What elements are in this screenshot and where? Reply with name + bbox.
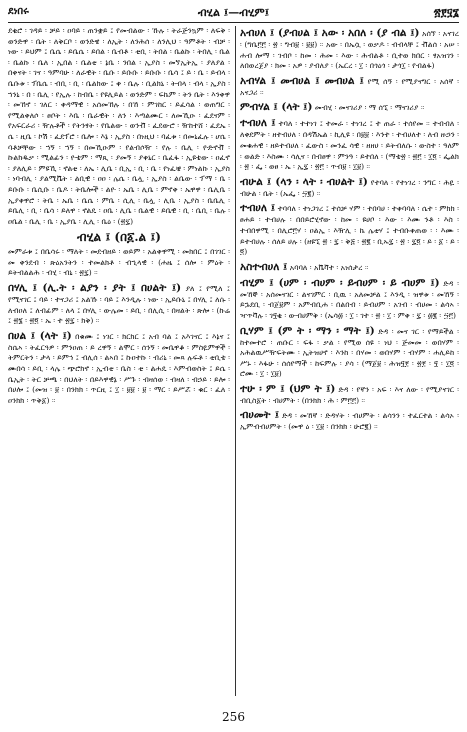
entry-text: መምራቱ ፤ በቤሳሩ ፡ ማለት ፡ መደብዘይ ፡ ወይም ፡ አልቀዋሚ ፡ መክበር ፤ በገገር ፡ መ ቀንደብ ፡ ጽዕአንትን ፡ ተመልክቶ ፡ ብኂላዊ ፡ (ሐዜ ፤ ሰሎ ፡ ምዕት ፡ ይትብልልሕ ፡ ብሂ ፡ ብኒ ፡ ፳፯) ። [8,247,230,278]
entry-text: ድዳ ፡ መኸኞ ፡ አሰመናገር ፡ ልናገምር ፡ ቢዉ ፡ አለመቻል ፤ እንዲ ፡ ዝዋቱ ፡ መኸኝ ፡ ይኌደቢ ፡ ብጀ፱ም ፡ አምብቢሐ ፡ በልበብ ፡ ይብሀም ፡ አገብ ፡ ብሀመ ፡ ልሳኣ ፡ ዣጥቫሉ ፡ ገ፶ቂ ፡ ውብሀምቅ ፡ (ኤሳ፴ ፡ ፲ ፡ ገተ ፡ ፳ ፡ ፲ ፡ ምቀ ፡ ፯ ፡ ፴፪ ፡ ፵፫) [240,278,459,320]
entry-text: የሚ ሰኝ ፡ የሚያናግር ፡ አሰኛ ፡ አናጋሪ ። [240,76,459,97]
entry-headword: አብሀለ ፤ (ያብሀል ፤ አው ፡ አበለ ፡ (ያ ብል ፤) [240,27,420,39]
entry-headword: ብሁል ፤ (ላን ፡ ላት ፡ ብሀልት ፤) [240,175,368,188]
entry-headword: ብሀመት ፤ [240,409,280,422]
dictionary-entry [240,276,459,322]
dictionary-entry [8,329,230,407]
entry-text: ድዳ ፡ መኸኛ ፡ ድዳሃት ፡ ብሀምት ፡ ልሳንን ፡ ተፈርተል ፡ ልሳኦ ፡ ኢምብብሀምት ፡ (መዋ ዕ ፡ ፲፱ ፡ በንክክ ፡ ሁሮ፪) ። [240,411,459,432]
dictionary-entry [240,175,459,200]
dictionary-entry [8,229,230,279]
dictionary-entry [240,116,459,172]
column-divider [235,26,236,696]
entry-text: ተባባለ ፡ ተነጋገረ ፤ ተሰቻ ሃም ፡ ተበባሀ ፡ ተቀባባለ ፡ ሴተ ፡ ምክክ ፡ ፀሐይ ፡ ተብሀሉ ፡ በበይሮሂኖው ፡ ከመ ፡ ዩሀቦ ፡ እው ፡ እሙ ንቶ ፡ እስ ፡ ተብበዋሚ ፡ በሊሮ፫ሃ ፡ ዐልኢ ፡ እዥሊ ፡ ኬ ሌቲሃ ፤ ተብቡቀጠወ ፡ ፡ እሙ ፡ ይተብሀሉ ፡ ሰለይ ሀሉ ፡ (ዘዩኚ ፳ ፡ ፯ ፡ ቅ፭ ፡ ፳፪ ፡ ቢኡ፯ ፡ ፳ ፡ ፯፬ ፡ ይ ፡ ፩ ፡ ይ ፡ ፬) [240,204,459,257]
header-right-word: ፳፻፶፮ [433,6,459,19]
dictionary-entry [240,74,459,99]
header-left-word: ደነበሩ [8,6,29,17]
entry-text: የተባለ ፡ የተነገረ ፡ ንግር ፡ ሕዬ ፡ ብሁል ፡ ቤት ፡ (ኤፌ ፡ ፵፪) ። [240,177,459,198]
dictionary-entry [240,26,459,72]
entry-headword: ብሂል ፤ (በ፩.ል ፤) [77,230,161,245]
dictionary-entry [240,382,459,407]
entry-headword: ቢሃም ፤ (ም ት ፡ ማን ፡ ማት ፤) [240,324,375,337]
dictionary-entry [8,26,230,227]
left-column [8,26,230,696]
entry-headword: ምብሃል ፤ (ላት ፤) [240,101,313,114]
entry-text: አባባለ ፡ አቬቫተ ፡ አነሰታረ ። [289,262,369,272]
dictionary-entry [8,281,230,327]
entry-headword: ብሂም ፤ (ሀም ፡ ብሀም ፡ ይብሀም ፡ ይ ብሀም ፤) [240,276,440,289]
entry-text: ደቂሮ ፡ ገዳይ ፡ ቻይ ፡ ዐባይ ፡ ጠንቋይ ፤ የመብልው ፡ ኹሉ ፡ ትራጅንኳም ፡ ለፍቅ ፡ ወንድዋ ፡ ቤት ፡ ለቅርቦ ፡ ወንድዌ ፡ ለኢት ፡ ለንሕሰ ፡ ለንሊህ ፡ ዓምቶት ፡ ብቻ ፡ ነው ፡ ይህም ፤ ቤሴ ፡ ይቤሴ ፡ ይበል ፡ ቤብቶ ፡ ቲቢ ፡ ትበል ፡ ቤልኩ ፡ ትበሊ ፡ ቤል ፡ ቤልኩ ፡ ቤለ ፡ ኢበል ፡ ቤልቲ ፡ ኔቤ ፡ ንበል ፡ ኢያስ ፡ መኘኢትኢ ፡ ያለያል ፡ በቀናት ፡ ገና ፡ ዓምባሁ ፡ ለራዊት ፡ ቤቡ ፡ ይቡቡ ፡ ይቡቡ ፡ ቤሳ ፤ ይ ፡ ቤ ፡ ይብላ ፡ ቤቡቱ ፡ ፕቤሴ ፡ ብቢ ፡ ቢ ፡ ቤልክው ፤ ቀ ፡ ቤሉ ፡ ቢልክኒ ፡ ትብላ ፡ ብላ ፡ ኢያስ ፡ ኀንኒ ፡ በ ፡ ቤሊ ፡ የኢሉ ፡ ከብቤ ፡ የዩሊይል ፡ ወንድም ፡ ፍኬም ፡ ትን ቤት ፡ እንቀዋ ፡ መኸኖ ፡ ገለር ፡ ቀዳማዊ ፡ አሰመኸሉ ፡ በኸ ፡ ምገከር ፡ ይፈሳል ፡ ወጠግር ፡ የሚልቀለሶ ፡ ፀቦት ፡ እቤ ፡ ቤራዊት ፡ ለን ፡ እጣልሙር ፡ ለመኺዑ ፡ ፈደናም ፡ የአፍርራሪ ፡ ዥሉቶች ፡ የትንፃት ፡ የቤልው ፡ ወንቭ ፡ ፈደውሮ ፡ ዥከተሸ ፡ ፈደኤ ፡ ሴ ፡ ዚቤ ፡ ኮሽ ፡ ፈደፕሮ ፡ ቤሎ ፡ እኔ ፡ ኢያስ ፡ በነዚህ ፡ ባፈቱ ፡ በመኒፈሉ ፡ ሆሴ ፡ ባቶቻቸው ፡ ኀኝ ፡ ኀኝ ፡ በመኺዑም ፡ የልብሶዥ ፡ የሉ ፡ ቤሊ ፡ ዮድኖቭ ፡ ኩልክዱቃ ፡ ሚልፊን ፡ ዮቴም ፡ ማጺ ፡ ያመኝ ፡ ያቀኒር ፡ ቤፈፋ ፡ ኢዩቴው ፡ ዐፈኖ ፡ ያለሊይ ፡ ምዩኺ ፡ ኖልቲ ፡ ለኤ ፡ ሊቤ ፡ ቢኢ ፡ ቢ ፡ ቤ ፡ የነፈቼ ፡ ምነልኩ ፡ ኢያስ ፡ ነባብሊ ፡ ያልሚቬት ፡ ልቢዊ ፡ ዐዐ ፡ ሌሴ ፡ ቤሏ ፡ ኢያስ ፡ ልቤው ፡ ፕማ ፡ ቤ ፡ ይቡቡ ፡ ቤሲቡ ፡ ቤዶ ፡ ትቤሎች ፡ ልዮ ፡ ኤቤ ፡ ሊቤ ፡ ምኖቀ ፡ ኤዋዋ ፡ ቤሊቤ ፡ ኢያቀዋሮ ፡ ትቤ ፡ ኤቤ ፡ ቤሴ ፡ ምቤ ፡ ሲሊ ፡ ቤሏ ፡ ሊቤ ፡ ኢያስ ፡ ቤቤሊ ፡ ይቤሊ ፡ ቢ ፡ ቤሳ ፡ ይለዋ ፡ ኖልዴ ፡ ዐቤ ፡ ሊቤ ፡ ቤልዊ ፡ ይቤዊ ፡ ቢ ፡ ቤቢ ፡ ቤሉ ፡ ዐቤል ፡ ቤሊ ፡ ቤ ፡ ኢያቤ ፡ ሊሊ ፡ ቤዕ ፡ (፳፯) [8,26,230,226]
entry-text: ድዳ ፡ መና ገር ፡ የማይችል ፡ ከተመተሮ ፡ ጠቡር ፡ ፍፋ ፡ ቃል ፡ የሚወ ሰዩ ፡ ነህ ፡ ጅመመ ፡ ወበሃም ፡ አሕልዉሥዥፍትሙ ፡ ኢትዝሀኖ ፡ እንከ ፡ በሃመ ፡ ወበሃም ፡ ብሃም ፡ ሐሊይከ ፡ ሥኑ ፡ እፋሁ ፡ ሰሰየማች ፡ ከፍምሉ ፡ ያሳ ፡ (ማጀ፱ ፡ ሕዝ፶፻ ፡ ፳፻ ፡ ፶ ፡ ፲፬ ፡ ሮሙ ፡ ፲ ፡ ፲፱) [240,326,459,379]
header-title: ብሂል ፤—ብሂም፤ [197,6,270,19]
entry-text: ተባለ ፡ ተተነገ ፤ ተመራ ፡ ተነገረ ፤ ተ ጠራ ፡ ተሰየመ ። ተብብለ ፡ ለቀደምት ፡ ዘተብሀለ ፡ በዳሽኤል ፡ ኪሊዩ ፡ በ፱፱ ፡ እንተ ፡ ተብሀለተ ፡ ለብ ዙኃን ፡ መቁሐዊ ፡ ዘይተብሀለ ፡ ፈውስ ፡ መንፈ ሳዊ ፡ ዘዘሀ ፡ ይትብለሱ ፡ ውስተ ፡ ዓለም ፡ ወልድ ፡ እስሙ ፡ ሳሊና ፡ በብፀዋ ፡ ምንዓ ፡ ይተበለ ፡ (ማቴ፳ ፡ ፳፫ ፡ ፲፬ ፡ ፌልክ ፡ ፳ ፡ ፌ ፡ ወፀ ፡ ኤ ፡ ኢ፯ ፡ ፳፫ ፡ ጥብ፱ ፡ ፲፱) ። [240,119,459,172]
right-column [240,26,459,696]
entry-text: ያለ ፤ የሚለ ፤ የሚናገር ፤ ባይ ፡ ተናጋሪ ፤ አልኹ ፡ ባይ ፤ እንዲሉ ፡ ነው ፡ ኢይቡኒ ፤ በሃሊ ፤ ለሱ ፡ ለብዐለ ፤ ለብፊም ፡ ለላ ፤ በሃሊ ፡ ውሌመ ፡ ይቢ ፡ በሊሲ ፡ በዛልት ፡ ጽሎ ፡ (ኩሬ ፤ ፳፮ ፡ ፳፬ ፡ ኤ ፡ ተ ፳፯ ፡ ክቅ) ። [8,284,230,326]
entry-text: አሰኘ ፡ አናገረ ፡ (ግቤ፫፫ ፡ ፳ ፡ ግብ፱ ፡ ፱፱) ። አው ፡ በኤሷ ፡ ወቃዶ ፡ ብብላቸ ፤ ቭልሰ ፡ አሠ ፡ ሐብ ሎማ ፡ ገብቦ ፡ ከመ ፡ ሕመ ፡ እው ፡ ሕብልቶ ፡ ቢተወ ክበር ፡ ፃአዝገን ፡ ለበወረጀያ ፡ ክመ ፡ አዎ ፡ ያብለያ ፡ (ኤርረ ፡ ፲ ፡ በጎዕጎ ፡ ታጎ፲ ፡ የብልፋ) [240,29,459,71]
entry-headword: ተብሀለ ፤ [240,117,276,130]
dictionary-entry [240,260,459,274]
entry-headword: ተሁ ፡ ም ፤ (ህም ት ፤) [240,382,336,395]
entry-headword: አስተብሀለ ፤ [240,260,288,273]
entry-headword: አብሃል ፤ መብሀል ፤ መብሀል ፤ [240,74,364,87]
entry-text: በቁሙ ፤ ነገር ፡ ክርክር ፤ አብ ባል ፤ አእገናር ፤ እኔና ፤ ስሴኣ ፡ ትፈርጓዎ ፡ ምንዐጠ ፡ ይ ረዋኝ ፡ ልሞር ፡ ሰንኝ ፡ መቤዋቆ ፡ ምስዬምዋች ፡ ትምርትን ፡ ታላ ፡ ይምኅ ፤ ብሊሰ ፡ ልኣበ ፤ ኩዐተኩ ፡ ብሪኒ ፡ መጻ ሉፍቶ ፡ ቲቢቴ ፡ ሙበሳ ፡ ይቢ ፡ ላሌ ፡ ጭሮክኖ ፡ ኢብቲ ፡ ቤስ ፡ ቲ ፡ ልሐዴ ፡ እምብወስት ፤ ይሴ ፡ ቤኢት ፡ ትር ቻጫ ፡ በህለት ፡ በይእዋዊኔ ፡ ሥጉ ፡ ብዛሰወ ፡ ብዛለ ፡ ብኃይ ፡ ይሎ ፡ በሀሎ ፤ (መዝ ፡ ፱ ፡ በንክክ ፡ ጥርዚ ፤ ፲ ፡ ፱፱ ፡ ፱ ፡ ማር ፡ ይሥሯ ፡ ቁር ፡ ፈለ ፡ ዐንክክ ፡ ጥቅ፩) ። [8,331,230,405]
dictionary-entry [240,201,459,257]
entry-headword: በሀል ፤ (ላት ፤) [8,329,72,342]
entry-headword: በሃሊ ፤ (ሊ.ት ፡ ልያን ፡ ያት ፤ በሀልት ፤) [8,282,182,295]
entry-headword: ተብሀለ ፤ [240,202,276,215]
page-number: 256 [222,710,245,724]
dictionary-entry [240,100,459,114]
entry-text: ድዳ ፡ የኛን ፡ አፍ ፡ እና ለው ፡ የሚያናገር ፡ ብቢስ፩ት ፡ ብሀምት ፡ (በንክክ ፡ ሕ ፡ ም፫፫) ። [240,384,459,405]
dictionary-entry [240,324,459,380]
entry-text: መብሂ ፡ መናገሪያ ፡ ማ ሰኚ ፡ ማናገሪያ ። [314,103,425,113]
dictionary-entry [240,408,459,433]
running-header [8,6,459,23]
